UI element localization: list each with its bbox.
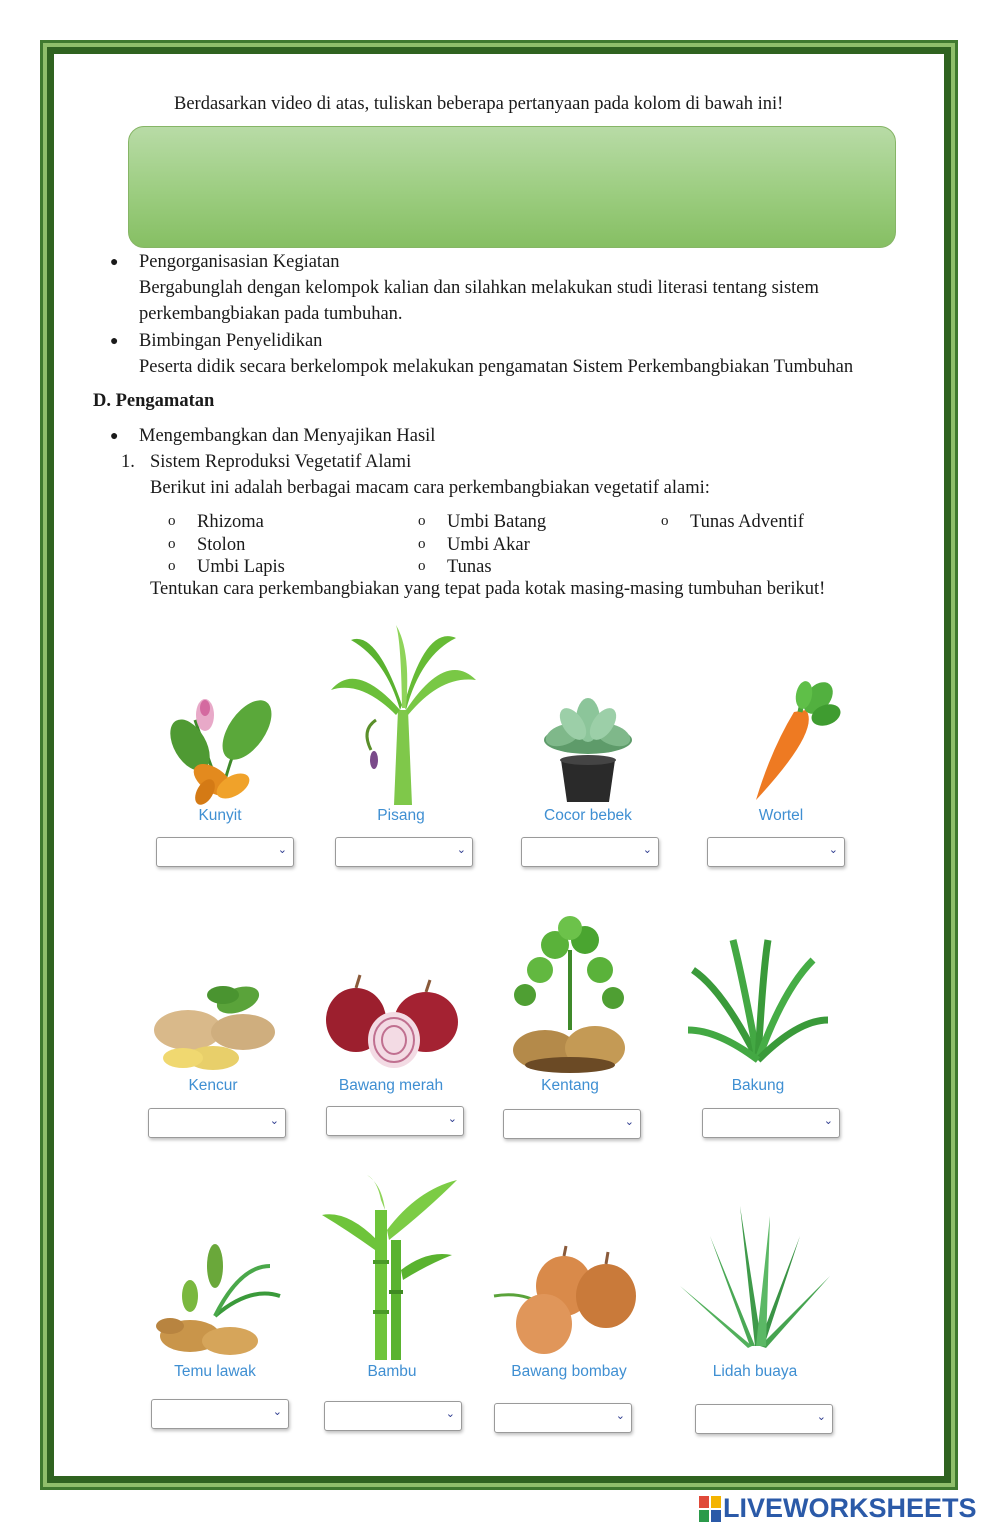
plant-label: Wortel bbox=[758, 807, 804, 824]
liveworksheets-logo-icon bbox=[699, 1494, 723, 1524]
list-marker: o bbox=[661, 513, 669, 529]
dropdown-cocor-bebek[interactable] bbox=[521, 837, 659, 867]
plant-card-lidah-buaya bbox=[670, 1196, 840, 1386]
plant-label: Bakung bbox=[731, 1077, 785, 1094]
list-marker: o bbox=[418, 558, 426, 574]
plant-card-temu-lawak bbox=[130, 1196, 300, 1386]
plant-label: Bawang merah bbox=[338, 1077, 444, 1094]
bullet-dot: ● bbox=[110, 334, 119, 349]
activity-title: Bimbingan Penyelidikan bbox=[139, 331, 323, 351]
chevron-down-icon: ⌄ bbox=[277, 843, 287, 856]
bamboo-icon bbox=[307, 1170, 477, 1366]
chevron-down-icon: ⌄ bbox=[816, 1410, 826, 1423]
chevron-down-icon: ⌄ bbox=[823, 1114, 833, 1127]
plant-card-bambu bbox=[307, 1170, 477, 1386]
activity-text: perkembangbiakan pada tumbuhan. bbox=[139, 304, 403, 324]
plant-label: Lidah buaya bbox=[712, 1363, 798, 1380]
chevron-down-icon: ⌄ bbox=[447, 1112, 457, 1125]
plant-card-bawang-bombay bbox=[484, 1196, 654, 1386]
section-heading: D. Pengamatan bbox=[93, 391, 215, 411]
list-marker: o bbox=[418, 513, 426, 529]
dropdown-temu-lawak[interactable] bbox=[151, 1399, 289, 1429]
plant-card-bawang-merah bbox=[306, 910, 476, 1100]
intro-instruction: Berdasarkan video di atas, tuliskan beberapa pertanyaan pada kolom di bawah ini! bbox=[174, 94, 784, 114]
section-bullet-text: Mengembangkan dan Menyajikan Hasil bbox=[139, 426, 436, 446]
shallot-icon bbox=[306, 910, 476, 1080]
task-instruction: Tentukan cara perkembangbiakan yang tepat pada kotak masing-masing tumbuhan berikut! bbox=[150, 579, 826, 599]
carrot-icon bbox=[696, 640, 866, 810]
plant-label: Bambu bbox=[367, 1363, 417, 1380]
item-description: Berikut ini adalah berbagai macam cara perkembangbiakan vegetatif alami: bbox=[150, 478, 710, 498]
chevron-down-icon: ⌄ bbox=[269, 1114, 279, 1127]
activity-text: Peserta didik secara berkelompok melakukan pengamatan Sistem Perkembangbiakan Tumbuhan bbox=[139, 357, 854, 377]
dropdown-bambu[interactable] bbox=[324, 1401, 462, 1431]
plant-card-kunyit bbox=[135, 640, 305, 830]
plant-card-kencur bbox=[128, 910, 298, 1100]
temulawak-plant-icon bbox=[130, 1196, 300, 1366]
activity-title: Pengorganisasian Kegiatan bbox=[139, 252, 340, 272]
dropdown-kentang[interactable] bbox=[503, 1109, 641, 1139]
chevron-down-icon: ⌄ bbox=[272, 1405, 282, 1418]
chevron-down-icon: ⌄ bbox=[624, 1115, 634, 1128]
chevron-down-icon: ⌄ bbox=[642, 843, 652, 856]
chevron-down-icon: ⌄ bbox=[456, 843, 466, 856]
aloe-vera-icon bbox=[670, 1196, 840, 1366]
dropdown-kencur[interactable] bbox=[148, 1108, 286, 1138]
plant-card-wortel bbox=[696, 640, 866, 830]
method-item: Stolon bbox=[197, 535, 246, 555]
dropdown-bawang-merah[interactable] bbox=[326, 1106, 464, 1136]
plant-card-pisang bbox=[316, 620, 486, 830]
plant-label: Cocor bebek bbox=[544, 807, 632, 824]
succulent-pot-icon bbox=[503, 640, 673, 810]
dropdown-bakung[interactable] bbox=[702, 1108, 840, 1138]
bullet-dot: ● bbox=[110, 255, 119, 270]
dropdown-lidah-buaya[interactable] bbox=[695, 1404, 833, 1434]
liveworksheets-logo-text: LIVEWORKSHEETS bbox=[723, 1493, 977, 1523]
plant-card-bakung bbox=[673, 910, 843, 1100]
list-marker: o bbox=[168, 513, 176, 529]
questions-answer-box[interactable] bbox=[128, 126, 896, 248]
chevron-down-icon: ⌄ bbox=[445, 1407, 455, 1420]
plant-card-cocor-bebek bbox=[503, 640, 673, 830]
dropdown-wortel[interactable] bbox=[707, 837, 845, 867]
kencur-rhizome-icon bbox=[128, 910, 298, 1080]
method-item: Umbi Lapis bbox=[197, 557, 285, 577]
plant-label: Kunyit bbox=[198, 807, 242, 824]
method-item: Tunas Adventif bbox=[690, 512, 804, 532]
dropdown-pisang[interactable] bbox=[335, 837, 473, 867]
dropdown-kunyit[interactable] bbox=[156, 837, 294, 867]
plant-label: Pisang bbox=[377, 807, 425, 824]
turmeric-plant-icon bbox=[135, 640, 305, 810]
activity-text: Bergabunglah dengan kelompok kalian dan silahkan melakukan studi literasi tentang sistem bbox=[139, 278, 819, 298]
chevron-down-icon: ⌄ bbox=[828, 843, 838, 856]
plant-label: Kentang bbox=[541, 1077, 599, 1094]
bullet-dot: ● bbox=[110, 429, 119, 444]
method-item: Tunas bbox=[447, 557, 492, 577]
plant-label: Kencur bbox=[188, 1077, 238, 1094]
item-number: 1. bbox=[121, 452, 135, 472]
method-item: Umbi Akar bbox=[447, 535, 530, 555]
onion-icon bbox=[484, 1196, 654, 1366]
plant-card-kentang bbox=[485, 910, 655, 1100]
method-item: Umbi Batang bbox=[447, 512, 547, 532]
list-marker: o bbox=[418, 536, 426, 552]
dropdown-bawang-bombay[interactable] bbox=[494, 1403, 632, 1433]
method-item: Rhizoma bbox=[197, 512, 264, 532]
item-title: Sistem Reproduksi Vegetatif Alami bbox=[150, 452, 412, 472]
list-marker: o bbox=[168, 558, 176, 574]
banana-tree-icon bbox=[316, 620, 486, 810]
list-marker: o bbox=[168, 536, 176, 552]
plant-label: Bawang bombay bbox=[511, 1363, 627, 1380]
plant-label: Temu lawak bbox=[174, 1363, 256, 1380]
lily-plant-icon bbox=[673, 910, 843, 1080]
potato-plant-icon bbox=[485, 910, 655, 1080]
chevron-down-icon: ⌄ bbox=[615, 1409, 625, 1422]
